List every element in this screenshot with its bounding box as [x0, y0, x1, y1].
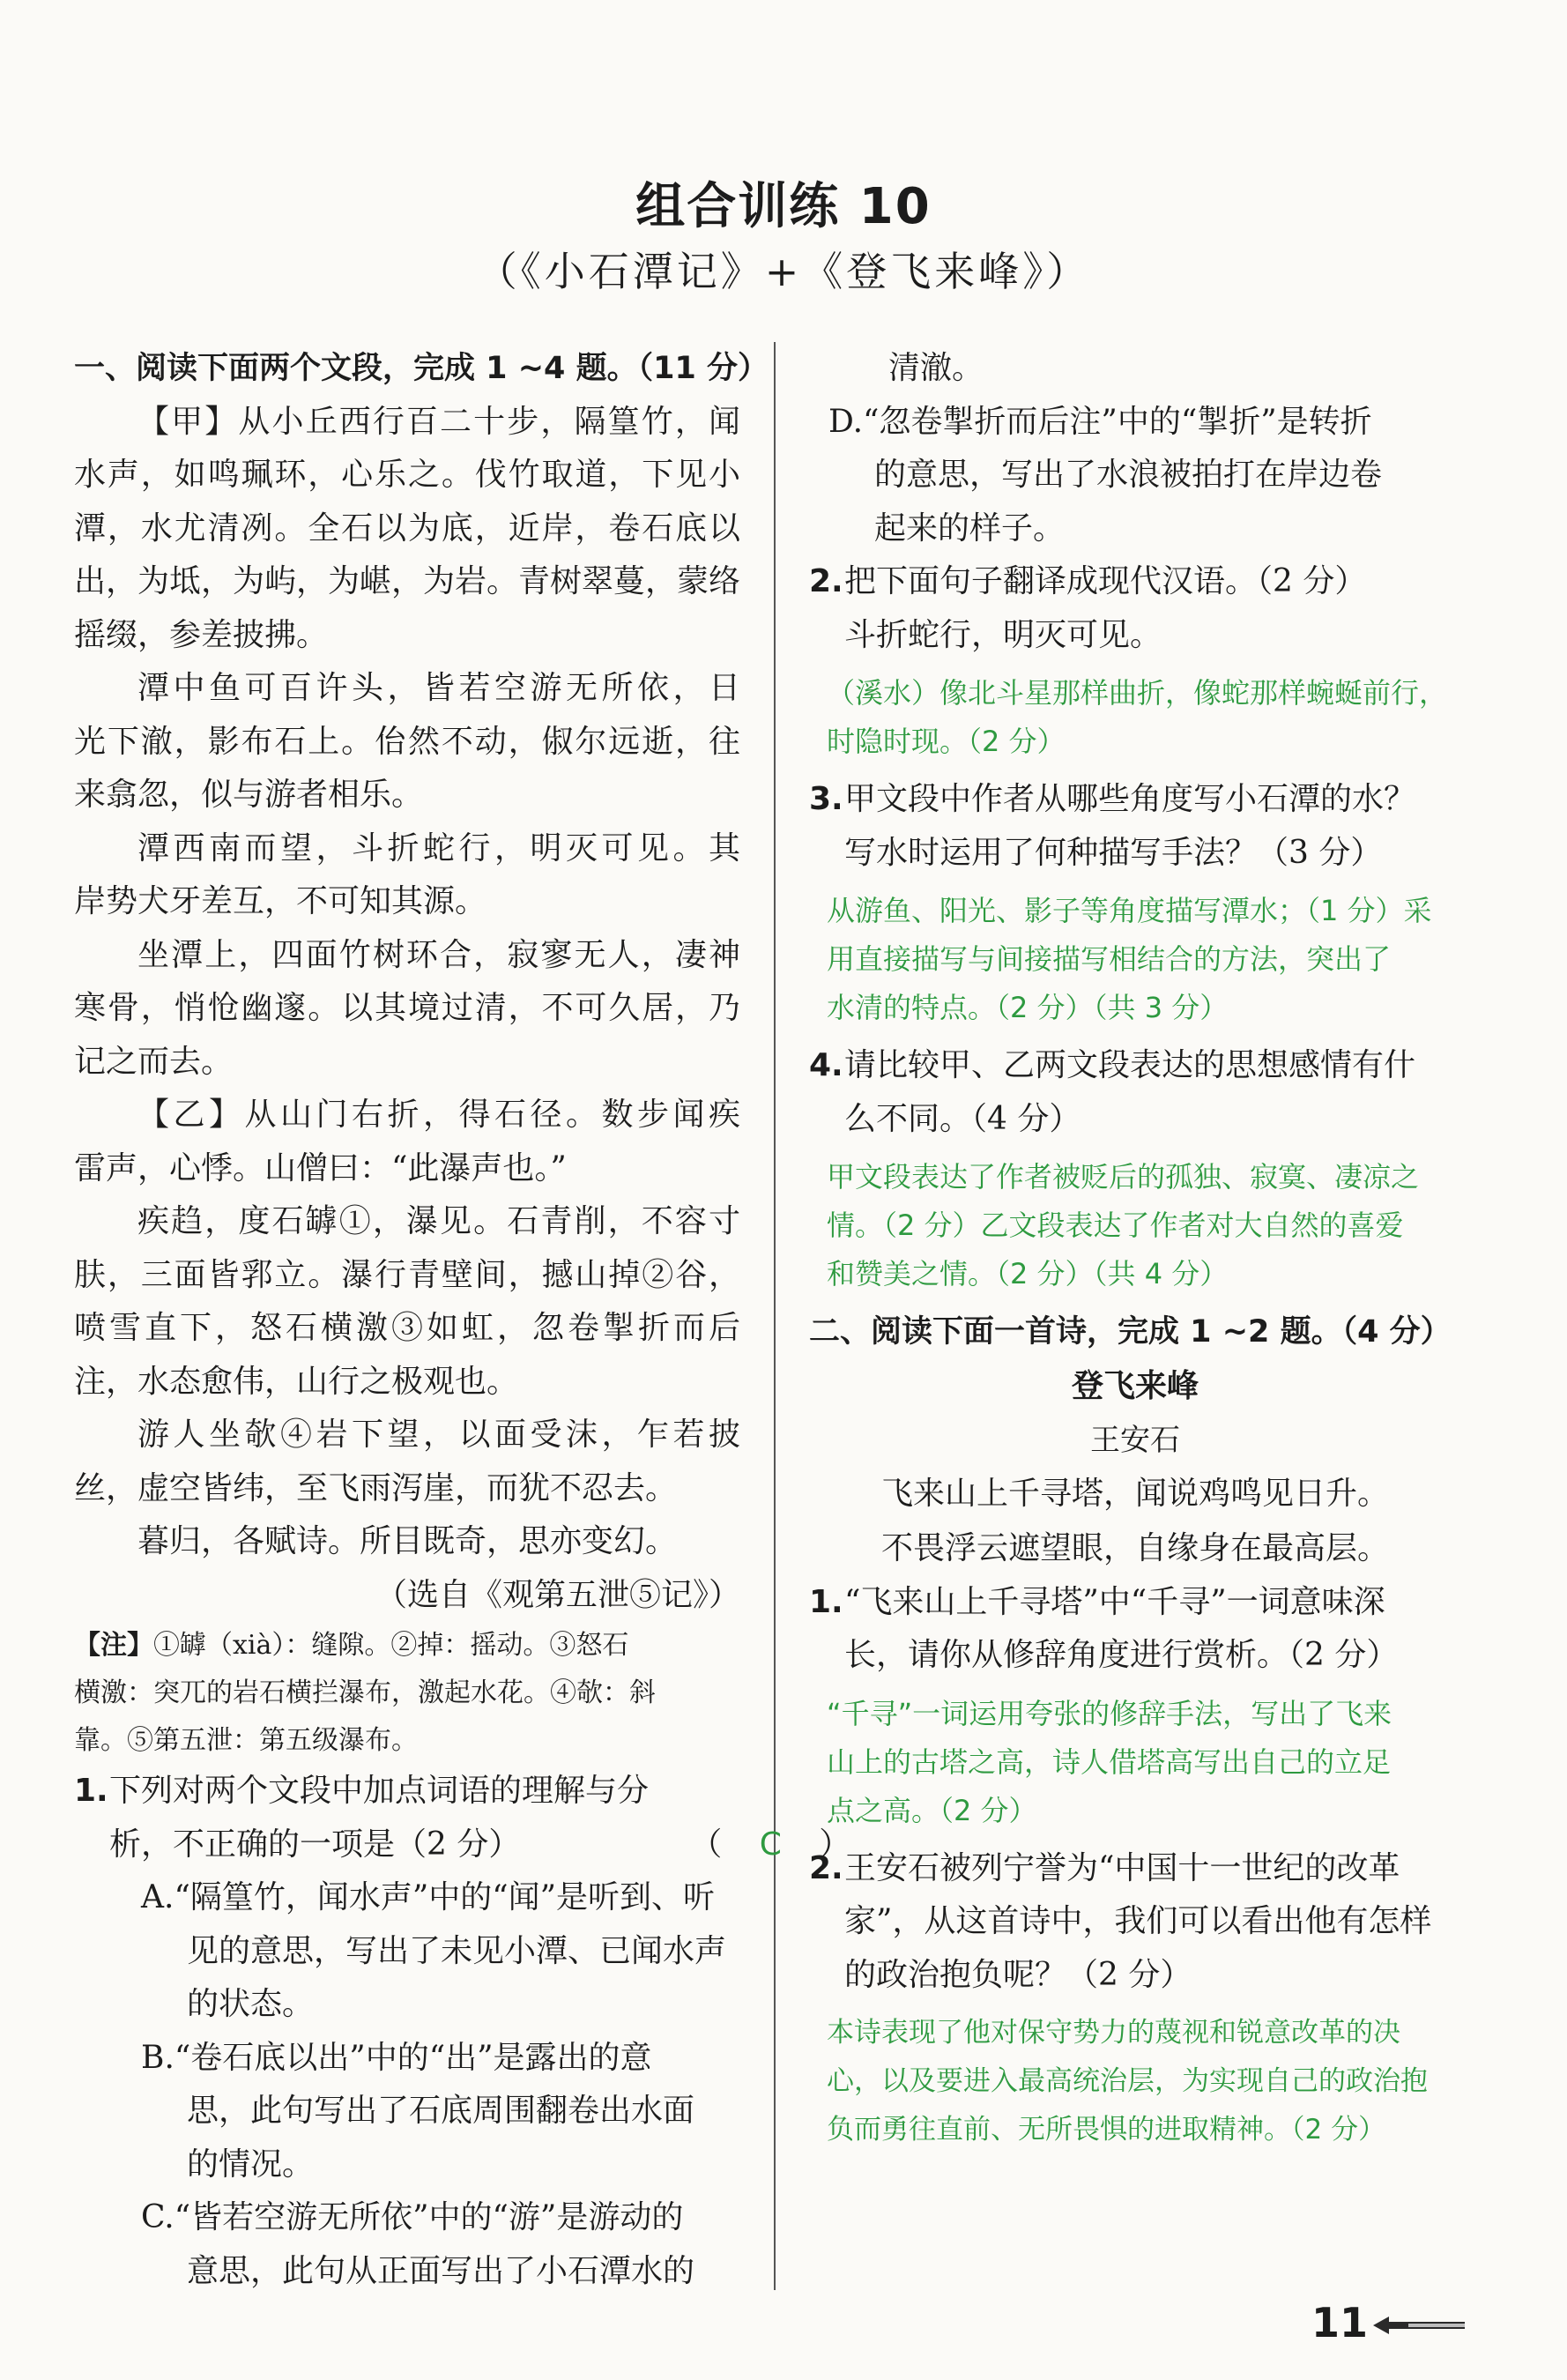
option-d: D.“忽卷掣折而后注”中的“掣折”是转折: [828, 403, 1372, 440]
option-c: 意思，此句从正面写出了小石潭水的: [187, 2252, 695, 2289]
question-number: 3.: [809, 781, 843, 817]
question-4: [809, 1039, 1461, 1146]
option-c: 清澈。: [888, 350, 984, 386]
answer-choice: C: [759, 1826, 782, 1863]
passage-line: 来翕忽，似与游者相乐。: [74, 777, 424, 813]
page-subtitle: （《小石潭记》+《登飞来峰》）: [476, 248, 1091, 295]
poem-question-1: [809, 1576, 1461, 1683]
page-title: 组合训练 10: [635, 178, 932, 235]
option-a: 的状态。: [187, 1986, 315, 2022]
section-2-heading: 二、阅读下面一首诗，完成 1 ~2 题。（4 分）: [809, 1314, 1452, 1350]
question-text: 写水时运用了何种描写手法？（3 分）: [844, 834, 1383, 871]
passage-line: 潭，水尤清冽。全石以为底，近岸，卷石底以: [74, 509, 740, 547]
option-b: B.“卷石底以出”中的“出”是露出的意: [141, 2039, 652, 2076]
note-line: 靠。⑤第五泄：第五级瀑布。: [74, 1725, 418, 1756]
option-a: 见的意思，写出了未见小潭、已闻水声: [187, 1932, 727, 1969]
passage-line: 记之而去。: [74, 1043, 234, 1080]
answer-text: 和赞美之情。（2 分）（共 4 分）: [827, 1257, 1229, 1290]
answer-text: 点之高。（2 分）: [827, 1793, 1037, 1827]
passage-line: 潭中鱼可百许头，皆若空游无所依，日: [137, 670, 740, 706]
answer-text: 用直接描写与间接描写相结合的方法，突出了: [827, 942, 1392, 976]
answer-text: 心，以及要进入最高统治层，为实现自己的政治抱: [827, 2065, 1428, 2097]
answer-text: 从游鱼、阳光、影子等角度描写潭水；（1 分）采: [827, 894, 1432, 927]
answer-text: 时隐时现。（2 分）: [827, 725, 1066, 758]
passage-line: 寒骨，悄怆幽邃。以其境过清，不可久居，乃: [74, 990, 740, 1026]
paren-open: （: [690, 1826, 723, 1863]
question-3: [809, 773, 1461, 880]
poem-author: 王安石: [1090, 1422, 1180, 1458]
question-number: 4.: [809, 1047, 843, 1083]
answer-text: 山上的古塔之高，诗人借塔高写出自己的立足: [827, 1744, 1392, 1779]
passage-line: 疾趋，度石罅①，瀑见。石青削，不容寸: [137, 1203, 740, 1239]
passage-source: （选自《观第五泄⑤记》）: [375, 1576, 740, 1613]
passage-line: 暮归，各赋诗。所目既奇，思亦变幻。: [137, 1523, 678, 1559]
passage-line: 出，为坻，为屿，为嵁，为岩。青树翠蔓，蒙络: [74, 563, 741, 599]
option-c: C.“皆若空游无所依”中的“游”是游动的: [141, 2199, 684, 2235]
answer-text: “千寻”一词运用夸张的修辞手法，写出了飞来: [827, 1696, 1392, 1730]
option-b: 的情况。: [187, 2146, 315, 2183]
question-text: 下列对两个文段中加点词语的理解与分: [109, 1773, 650, 1809]
answer-text: 甲文段表达了作者被贬后的孤独、寂寞、凄凉之: [827, 1160, 1420, 1194]
passage-line: 摇缀，参差披拂。: [74, 616, 329, 653]
option-d: 起来的样子。: [874, 509, 1066, 547]
page-number: 11: [1311, 2299, 1369, 2347]
question-text-line: 析，不正确的一项是（2 分）: [109, 1826, 521, 1863]
note-line: 横激：突兀的岩石横拦瀑布，激起水花。④欹：斜: [74, 1677, 656, 1708]
question-text: 的政治抱负呢？（2 分）: [844, 1956, 1192, 1993]
passage-line: 【甲】从小丘西行百二十步，隔篁竹，闻: [137, 403, 740, 440]
question-text: 王安石被列宁誉为“中国十一世纪的改革: [844, 1849, 1400, 1886]
question-text: 把下面句子翻译成现代汉语。（2 分）: [844, 563, 1367, 599]
right-column: [809, 342, 1461, 2154]
passage-line: 雷声，心悸。山僧曰：“此瀑声也。”: [74, 1149, 567, 1186]
note-label: 【注】: [74, 1630, 153, 1661]
passage-line: 水声，如鸣珮环，心乐之。伐竹取道，下见小: [74, 457, 740, 493]
poem-question-2: [809, 1842, 1461, 2003]
question-1: [74, 1765, 851, 2298]
poem-line: 不畏浮云遮望眼，自缘身在最高层。: [880, 1529, 1389, 1566]
section-1-heading: 一、阅读下面两个文段，完成 1 ~4 题。（11 分）: [74, 351, 769, 386]
passage-line: 【乙】从山门右折，得石径。数步闻疾: [137, 1097, 740, 1133]
note-line: [74, 1622, 740, 1670]
question-text: “飞来山上千寻塔”中“千寻”一词意味深: [844, 1583, 1385, 1620]
question-2: [809, 555, 1461, 662]
passage-line: 岸势犬牙差互，不可知其源。: [74, 883, 487, 919]
paren-close: ）: [819, 1826, 851, 1863]
answer-text: （溪水）像北斗星那样曲折，像蛇那样蜿蜒前行，: [827, 676, 1448, 710]
passage-line: 丝，虚空皆纬，至飞雨泻崖，而犹不忍去。: [74, 1469, 678, 1506]
question-text: 长，请你从修辞角度进行赏析。（2 分）: [844, 1637, 1399, 1673]
question-text: 斗折蛇行，明灭可见。: [844, 616, 1162, 653]
option-a: A.“隔篁竹，闻水声”中的“闻”是听到、听: [141, 1879, 716, 1915]
option-d: 的意思，写出了水浪被拍打在岸边卷: [874, 457, 1383, 493]
passage-line: 光下澈，影布石上。佁然不动，俶尔远逝，往: [74, 723, 740, 760]
passage: [74, 396, 740, 1623]
answer-text: 水清的特点。（2 分）（共 3 分）: [827, 991, 1229, 1024]
answer-text: 情。（2 分）乙文段表达了作者对大自然的喜爱: [827, 1209, 1404, 1242]
question-number: 1.: [74, 1773, 108, 1809]
column-divider: [774, 342, 776, 2290]
question-text: 家”，从这首诗中，我们可以看出他有怎样: [844, 1903, 1432, 1939]
passage-line: 坐潭上，四面竹树环合，寂寥无人，凄神: [137, 936, 740, 973]
poem-line: 飞来山上千寻塔，闻说鸡鸣见日升。: [880, 1475, 1389, 1512]
note-text: ①罅（xià）：缝隙。②掉：摇动。③怒石: [153, 1630, 629, 1661]
poem-title: 登飞来峰: [1071, 1367, 1199, 1404]
answer-text: 本诗表现了他对保守势力的蔑视和锐意改革的决: [827, 2017, 1400, 2049]
passage-line: 肤，三面皆郛立。瀑行青壁间，撼山掉②谷，: [74, 1256, 740, 1293]
question-text: 请比较甲、乙两文段表达的思想感情有什: [844, 1047, 1416, 1083]
question-number: 1.: [809, 1583, 843, 1620]
question-number: 2.: [809, 1849, 843, 1886]
option-b: 思，此句写出了石底周围翻卷出水面: [187, 2093, 695, 2129]
passage-line: 注，水态愈伟，山行之极观也。: [74, 1363, 519, 1400]
passage-line: 喷雪直下，怒石横激③如虹，忽卷掣折而后: [74, 1310, 740, 1346]
notes: [74, 1622, 740, 1765]
question-text: 么不同。（4 分）: [844, 1100, 1081, 1137]
question-text: 甲文段中作者从哪些角度写小石潭的水？: [844, 781, 1416, 817]
question-number: 2.: [809, 563, 843, 599]
left-column: [74, 342, 851, 2298]
arrow-left-icon: [1373, 2315, 1465, 2336]
answer-text: 负而勇往直前、无所畏惧的进取精神。（2 分）: [827, 2114, 1386, 2146]
passage-line: 潭西南而望，斗折蛇行，明灭可见。其: [137, 829, 740, 866]
question-text: [109, 1818, 851, 1872]
passage-line: 游人坐欹④岩下望，以面受沫，乍若披: [137, 1417, 740, 1453]
